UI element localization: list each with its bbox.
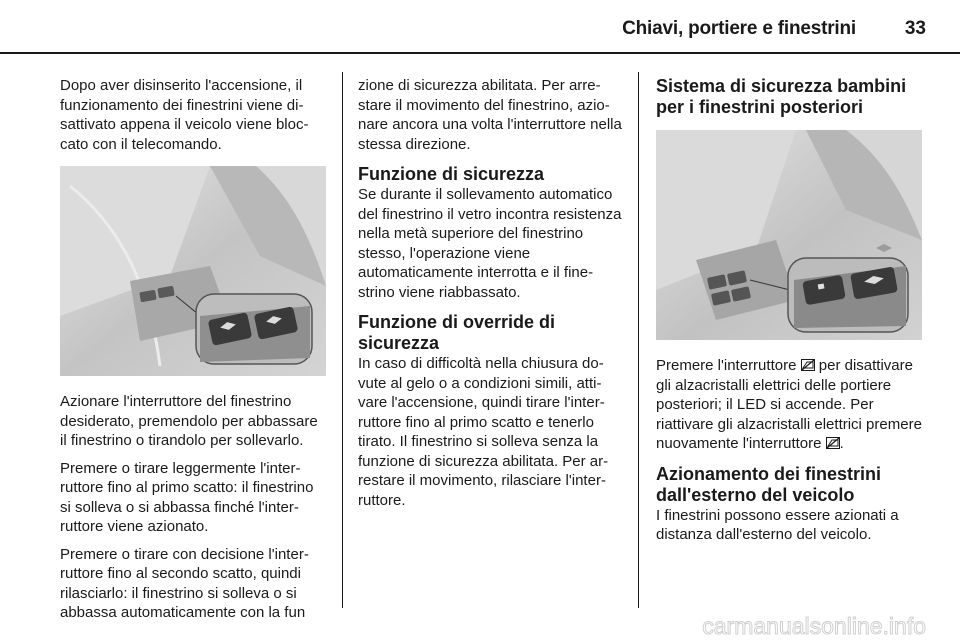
column-2 [358, 76, 624, 518]
col3-para1-part-c: . [839, 435, 844, 452]
child-lock-illustration [656, 130, 922, 340]
column-1 [60, 76, 326, 631]
window-switch-illustration [60, 166, 326, 376]
window-lock-icon [826, 435, 840, 447]
col2-paragraph-3: In caso di difficoltà nella chiusura dovute al gelo o a condizioni simili, attivare l'accensione, quindi tirare l'interruttore fino al primo scatto e tenerlo tirato. Il finestrino si solleva senza la funzione di sicurezza abilitata. Per arrestare il movimento, rilasciare l'interruttore. [358, 355, 609, 509]
window-lock-icon [801, 357, 815, 369]
col1-paragraph-4: Premere o tirare con decisione l'interruttore fino al secondo scatto, quindi rilasciarlo: il finestrino si solleva o si abbassa automaticamente con la fun [60, 545, 309, 621]
col3-paragraph-1 [656, 356, 922, 454]
heading-safety-function: Funzione di sicurezza [358, 164, 545, 184]
window-switch-photo [60, 166, 326, 376]
column-3 [656, 76, 922, 553]
col2-paragraph-1: zione di sicurezza abilitata. Per arrestare il movimento del finestrino, azionare ancora una volta l'interruttore nella stessa direzione. [358, 77, 622, 153]
col2-paragraph-2: Se durante il sollevamento automatico del finestrino il vetro incontra resistenza nella metà superiore del finestrino stesso, l'operazione viene automaticamente interrotta e il finestrino viene riabbassato. [358, 186, 622, 301]
heading-safety-override: Funzione di override di sicurezza [358, 312, 556, 353]
heading-remote-operation: Azionamento dei finestrini dall'esterno del veicolo [656, 463, 882, 505]
child-lock-photo [656, 130, 922, 340]
header-rule [0, 52, 960, 54]
column-divider-1 [342, 72, 343, 608]
watermark-text: carmanualsonline.info [702, 613, 926, 639]
col1-paragraph-2: Azionare l'interruttore del finestrino desiderato, premendolo per abbassare il finestrino o tirandolo per sollevarlo. [60, 393, 318, 449]
heading-child-safety: Sistema di sicurezza bambini per i finestrini posteriori [656, 76, 907, 117]
col3-para1-part-a: Premere l'interruttore [656, 357, 797, 374]
page-number: 33 [904, 18, 926, 39]
watermark [626, 610, 926, 640]
col1-paragraph-3: Premere o tirare leggermente l'interruttore fino al primo scatto: il finestrino si solleva o si abbassa finché l'interruttore viene azionato. [60, 459, 314, 535]
col3-para1-part-b: per disattivare gli alzacristalli elettrici delle portiere posteriori; il LED si accende. Per riattivare gli alzacristalli elettrici premere nuovamente l'interruttore [656, 357, 922, 452]
page-header-title: Chiavi, portiere e finestrini [622, 18, 856, 39]
column-divider-2 [638, 72, 639, 608]
col1-paragraph-1: Dopo aver disinserito l'accensione, il funzionamento dei finestrini viene disattivato appena il veicolo viene bloccato con il telecomando. [60, 77, 309, 153]
col3-paragraph-2: I finestrini possono essere azionati a distanza dall'esterno del veicolo. [656, 506, 899, 543]
